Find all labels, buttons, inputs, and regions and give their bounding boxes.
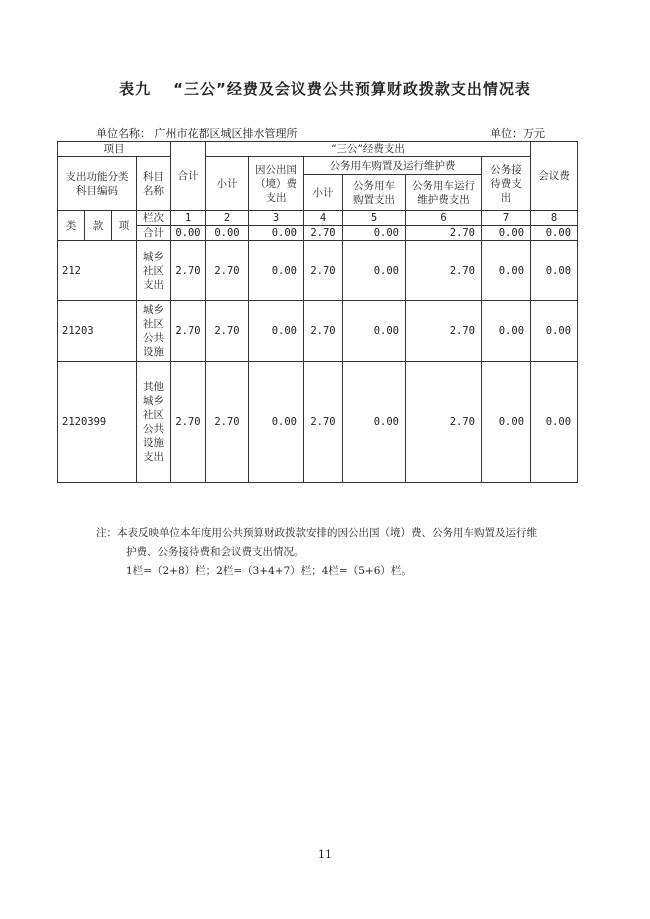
note-formula: 1栏=（2+8）栏；2栏=（3+4+7）栏；4栏=（5+6）栏。 bbox=[126, 565, 412, 577]
row-value: 2.70 bbox=[171, 241, 206, 301]
note-line: 注：本表反映单位本年度用公共预算财政拨款安排的因公出国（境）费、公务用车购置及运行维 bbox=[96, 527, 537, 539]
row-code: 212 bbox=[58, 241, 137, 301]
row-value: 0.00 bbox=[249, 241, 304, 301]
row-value: 0.00 bbox=[482, 362, 531, 483]
page-number: 11 bbox=[318, 848, 332, 861]
row-value: 2.70 bbox=[304, 301, 343, 362]
header-lei: 类 bbox=[58, 211, 85, 241]
row-value: 0.00 bbox=[343, 301, 406, 362]
total-row-value: 0.00 bbox=[482, 226, 531, 241]
row-value: 2.70 bbox=[206, 241, 249, 301]
row-value: 0.00 bbox=[531, 301, 578, 362]
row-value: 2.70 bbox=[304, 241, 343, 301]
col-index: 5 bbox=[343, 211, 406, 226]
header-vehicle-group: 公务用车购置及运行维护费 bbox=[304, 157, 482, 175]
header-subject-name: 科目名称 bbox=[137, 157, 171, 211]
unit-name-label: 单位名称： bbox=[96, 127, 151, 140]
row-value: 0.00 bbox=[531, 362, 578, 483]
table-row bbox=[58, 301, 578, 362]
header-vehicle-operation: 公务用车运行维护费支出 bbox=[406, 175, 482, 211]
row-value: 2.70 bbox=[206, 301, 249, 362]
total-row-value: 2.70 bbox=[304, 226, 343, 241]
row-value: 0.00 bbox=[343, 241, 406, 301]
row-value: 2.70 bbox=[171, 362, 206, 483]
row-name: 其他城乡社区公共设施支出 bbox=[137, 362, 171, 483]
table-notes bbox=[96, 524, 566, 581]
total-row-value: 0.00 bbox=[343, 226, 406, 241]
total-row-value: 0.00 bbox=[171, 226, 206, 241]
row-value: 2.70 bbox=[406, 301, 482, 362]
header-vehicle-purchase: 公务用车购置支出 bbox=[343, 175, 406, 211]
expenditure-table bbox=[57, 141, 578, 483]
row-value: 2.70 bbox=[206, 362, 249, 483]
header-item: 项目 bbox=[58, 142, 171, 157]
col-index-label: 栏次 bbox=[137, 211, 171, 226]
header-total: 合计 bbox=[171, 142, 206, 211]
header-subtotal: 小计 bbox=[206, 157, 249, 211]
row-value: 2.70 bbox=[171, 301, 206, 362]
header-kuan: 款 bbox=[85, 211, 112, 241]
table-number: 表九 bbox=[119, 80, 152, 98]
table-row bbox=[58, 241, 578, 301]
page-title bbox=[0, 78, 650, 99]
row-value: 2.70 bbox=[406, 241, 482, 301]
table-title: “三公”经费及会议费公共预算财政拨款支出情况表 bbox=[173, 80, 531, 98]
currency-unit: 单位：万元 bbox=[490, 127, 545, 140]
row-code: 21203 bbox=[58, 301, 137, 362]
total-row-value: 0.00 bbox=[531, 226, 578, 241]
header-abroad: 因公出国（境）费支出 bbox=[249, 157, 304, 211]
row-value: 0.00 bbox=[482, 301, 531, 362]
row-name: 城乡社区支出 bbox=[137, 241, 171, 301]
note-line: 护费、公务接待费和会议费支出情况。 bbox=[126, 546, 305, 558]
total-row-value: 2.70 bbox=[406, 226, 482, 241]
total-row-value: 0.00 bbox=[249, 226, 304, 241]
table-row bbox=[58, 362, 578, 483]
row-value: 2.70 bbox=[304, 362, 343, 483]
col-index: 1 bbox=[171, 211, 206, 226]
unit-name-value: 广州市花都区城区排水管理所 bbox=[154, 127, 298, 140]
col-index: 4 bbox=[304, 211, 343, 226]
total-row-value: 0.00 bbox=[206, 226, 249, 241]
row-value: 0.00 bbox=[531, 241, 578, 301]
col-index: 6 bbox=[406, 211, 482, 226]
col-index: 2 bbox=[206, 211, 249, 226]
row-value: 0.00 bbox=[249, 362, 304, 483]
header-sangong: “三公”经费支出 bbox=[206, 142, 531, 157]
unit-name-line bbox=[96, 125, 298, 141]
col-index: 8 bbox=[531, 211, 578, 226]
header-reception: 公务接待费支出 bbox=[482, 157, 531, 211]
row-value: 0.00 bbox=[249, 301, 304, 362]
row-name: 城乡社区公共设施 bbox=[137, 301, 171, 362]
header-meeting: 会议费 bbox=[531, 142, 578, 211]
row-value: 0.00 bbox=[343, 362, 406, 483]
row-value: 2.70 bbox=[406, 362, 482, 483]
row-code: 2120399 bbox=[58, 362, 137, 483]
row-value: 0.00 bbox=[482, 241, 531, 301]
header-xiang: 项 bbox=[112, 211, 137, 241]
header-vehicle-subtotal: 小计 bbox=[304, 175, 343, 211]
col-index: 3 bbox=[249, 211, 304, 226]
header-func-class: 支出功能分类科目编码 bbox=[58, 157, 137, 211]
total-row-label: 合计 bbox=[137, 226, 171, 241]
col-index: 7 bbox=[482, 211, 531, 226]
